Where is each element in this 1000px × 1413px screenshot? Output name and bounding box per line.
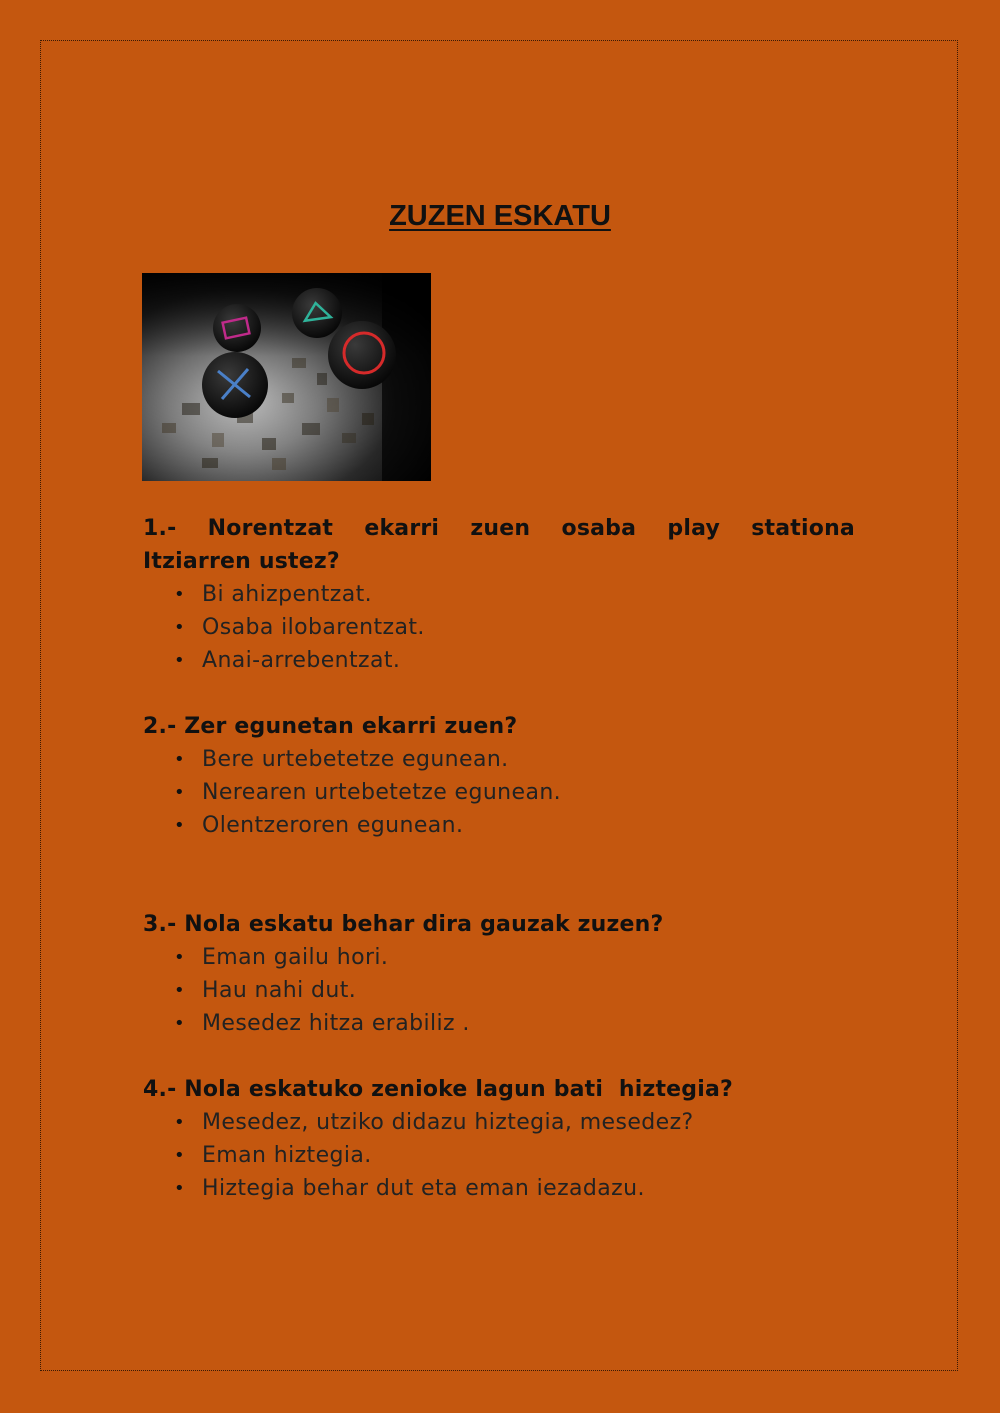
questions-section xyxy=(143,512,855,1205)
answer-option[interactable] xyxy=(143,776,855,809)
answer-text: Eman hiztegia. xyxy=(202,1143,372,1168)
answer-text: Bere urtebetetze egunean. xyxy=(202,747,509,772)
bullet-icon: • xyxy=(174,782,186,803)
bullet-icon: • xyxy=(174,1145,186,1166)
spacer xyxy=(143,1040,855,1073)
question-3: 3.- Nola eskatu behar dira gauzak zuzen? xyxy=(143,912,664,937)
question-3-answers xyxy=(143,941,855,1040)
question-1-block xyxy=(143,512,855,677)
answer-option[interactable] xyxy=(143,611,855,644)
question-1-word: Norentzat xyxy=(207,516,334,541)
answer-text: Hiztegia behar dut eta eman iezadazu. xyxy=(202,1176,645,1201)
question-1-answers xyxy=(143,578,855,677)
question-1-word: play xyxy=(667,516,720,541)
bullet-icon: • xyxy=(174,815,186,836)
question-1-line-1 xyxy=(143,512,855,545)
game-controller-photo xyxy=(142,273,431,481)
question-4: 4.- Nola eskatuko zenioke lagun bati hiztegia? xyxy=(143,1077,734,1102)
answer-text: Olentzeroren egunean. xyxy=(202,813,464,838)
question-3-block xyxy=(143,908,855,1040)
question-2-answers xyxy=(143,743,855,842)
answer-option[interactable] xyxy=(143,578,855,611)
answer-option[interactable] xyxy=(143,1139,855,1172)
answer-option[interactable] xyxy=(143,743,855,776)
answer-option[interactable] xyxy=(143,809,855,842)
answer-text: Nerearen urtebetetze egunean. xyxy=(202,780,562,805)
bullet-icon: • xyxy=(174,749,186,770)
answer-text: Osaba ilobarentzat. xyxy=(202,615,425,640)
bullet-icon: • xyxy=(174,1112,186,1133)
answer-text: Mesedez hitza erabiliz . xyxy=(202,1011,470,1036)
spacer xyxy=(143,677,855,710)
question-1-word: osaba xyxy=(561,516,637,541)
question-1-word: zuen xyxy=(470,516,531,541)
question-2-block xyxy=(143,710,855,842)
answer-text: Hau nahi dut. xyxy=(202,978,357,1003)
bullet-icon: • xyxy=(174,617,186,638)
answer-text: Eman gailu hori. xyxy=(202,945,389,970)
spacer xyxy=(143,842,855,908)
question-1-word: stationa xyxy=(751,516,855,541)
bullet-icon: • xyxy=(174,1178,186,1199)
question-1-line-2: Itziarren ustez? xyxy=(143,549,340,574)
answer-option[interactable] xyxy=(143,1106,855,1139)
answer-text: Anai-arrebentzat. xyxy=(202,648,401,673)
answer-option[interactable] xyxy=(143,1172,855,1205)
bullet-icon: • xyxy=(174,1013,186,1034)
bullet-icon: • xyxy=(174,980,186,1001)
answer-option[interactable] xyxy=(143,941,855,974)
answer-option[interactable] xyxy=(143,974,855,1007)
answer-option[interactable] xyxy=(143,1007,855,1040)
bullet-icon: • xyxy=(174,584,186,605)
bullet-icon: • xyxy=(174,947,186,968)
question-1 xyxy=(143,512,855,578)
question-4-answers xyxy=(143,1106,855,1205)
bullet-icon: • xyxy=(174,650,186,671)
answer-text: Mesedez, utziko didazu hiztegia, mesedez? xyxy=(202,1110,694,1135)
question-1-word: ekarri xyxy=(364,516,440,541)
answer-option[interactable] xyxy=(143,644,855,677)
page-title: ZUZEN ESKATU xyxy=(389,200,611,232)
question-2: 2.- Zer egunetan ekarri zuen? xyxy=(143,714,518,739)
question-4-block xyxy=(143,1073,855,1205)
question-1-number: 1.- xyxy=(143,516,177,541)
answer-text: Bi ahizpentzat. xyxy=(202,582,373,607)
